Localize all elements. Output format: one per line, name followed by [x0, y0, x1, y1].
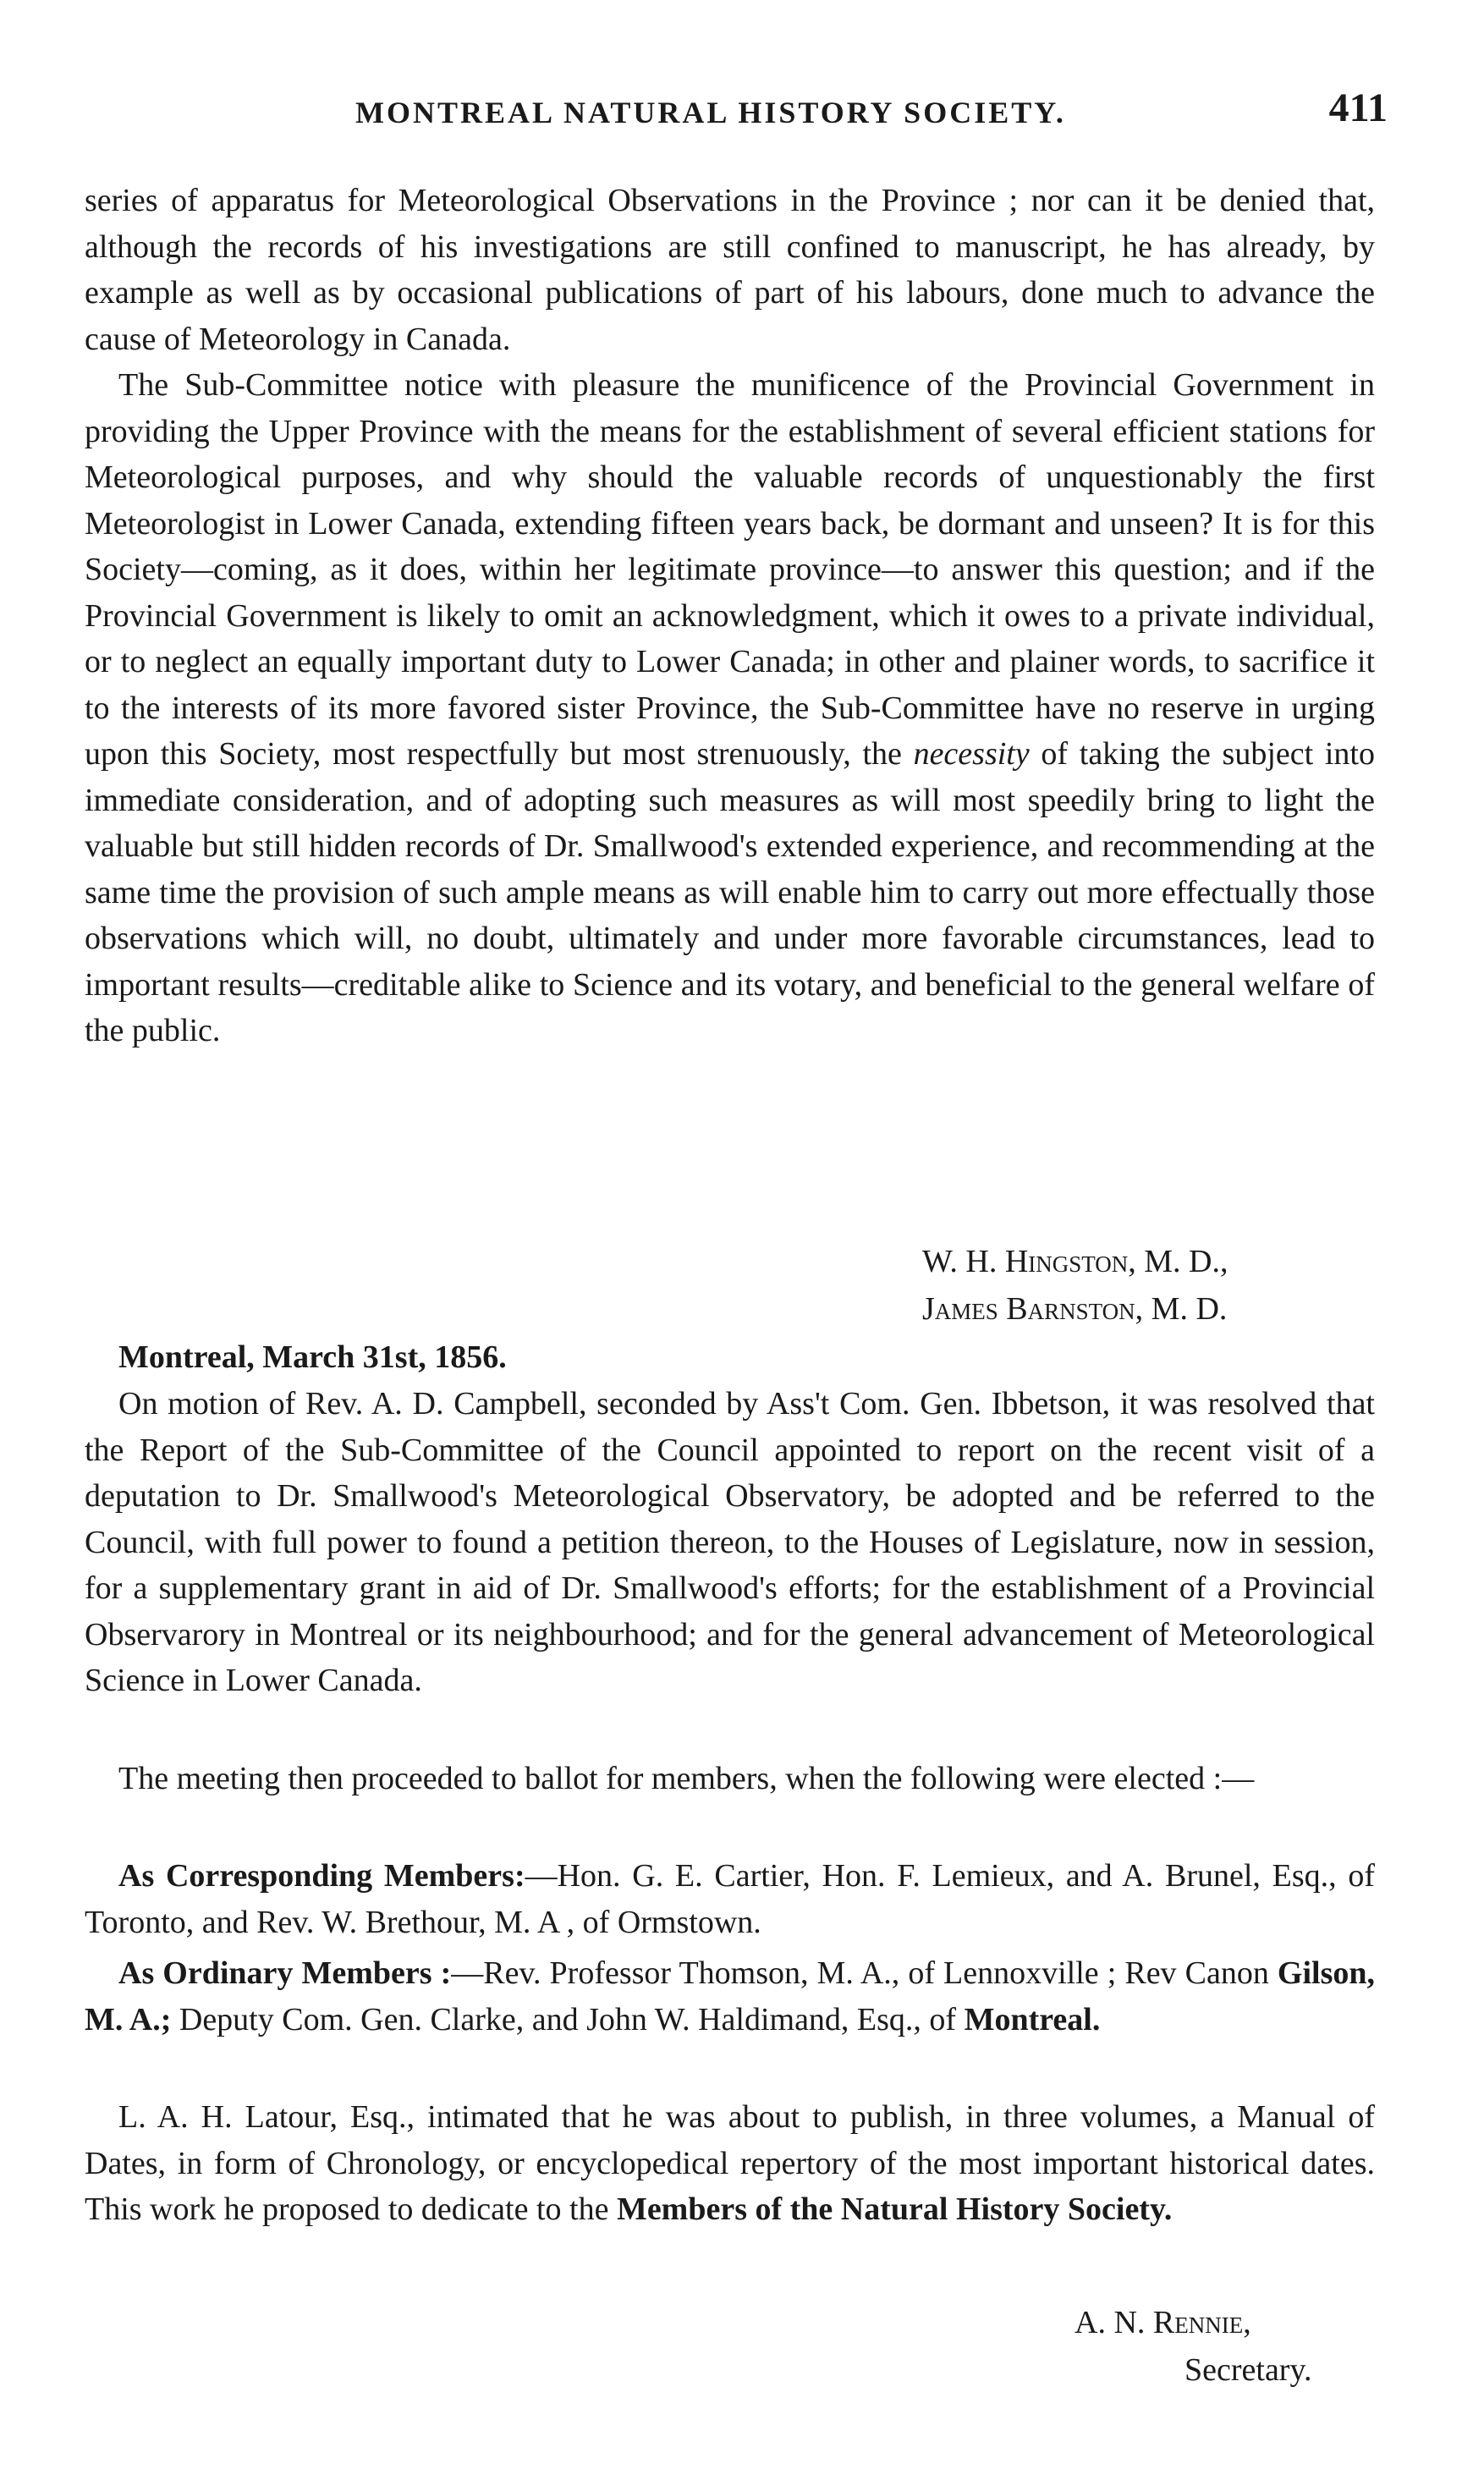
closing-signature-name-text: A. N. Rennie,: [1075, 2305, 1251, 2340]
paragraph-sub-committee-text-2: of taking the subject into immediate consideration, and of adopting such measures as will most speedily bring to light the valuable but still hidden records of Dr. Smallwood's extended experience, and recommending at the same time the provision of such ample means as will enable him to carry out more effectually those observations which will, no doubt, ultimately and under more favorable circumstances, lead to important results—creditable alike to Science and its votary, and beneficial to the general welfare of the public.: [85, 736, 1375, 1048]
ordinary-members-bold-2: Montreal.: [964, 2001, 1101, 2037]
ordinary-members-text-1: —Rev. Professor Thomson, M. A., of Lennoxville ; Rev Canon: [451, 1955, 1278, 1991]
running-head: MONTREAL NATURAL HISTORY SOCIETY.: [355, 96, 1066, 129]
paragraph-sub-committee: [85, 362, 1375, 1054]
signature-hingston-text: W. H. Hingston, M. D.,: [922, 1244, 1228, 1279]
dateline: Montreal, March 31st, 1856.: [118, 1339, 507, 1375]
ordinary-members-bold-1: Gilson, M. A.;: [85, 1955, 1375, 2037]
closing-signature-name: [1075, 2300, 1251, 2345]
corresponding-members-lead: As Corresponding Members:: [118, 1858, 525, 1894]
paragraph-ballot: The meeting then proceeded to ballot for members, when the following were elected :—: [118, 1761, 1255, 1796]
signature-barnston-text: James Barnston, M. D.: [922, 1291, 1228, 1327]
corresponding-members-text: —Hon. G. E. Cartier, Hon. F. Lemieux, and A. Brunel, Esq., of Toronto, and Rev. W. Brethour, M. A , of Ormstown.: [85, 1858, 1375, 1940]
signature-barnston: [922, 1286, 1227, 1332]
closing-signature-title: Secretary.: [1184, 2352, 1312, 2388]
latour-text: L. A. H. Latour, Esq., intimated that he was about to publish, in three volumes, a Manual of Dates, in form of Chronology, or encyclopedical repertory of the most important historical dates. This work he proposed to dedicate to the: [85, 2099, 1375, 2227]
page-number: 411: [1328, 85, 1388, 130]
page-header: [85, 85, 1388, 135]
paragraph-sub-committee-text-1: The Sub-Committee notice with pleasure the munificence of the Provincial Government in providing the Upper Province with the means for the establishment of several efficient stations for Meteorological purposes, and why should the valuable records of unquestionably the first Meteorologist in Lower Canada, extending fifteen years back, be dormant and unseen? It is for this Society—coming, as it does, within her legitimate province—to answer this question; and if the Provincial Government is likely to omit an acknowledgment, which it owes to a private individual, or to neglect an equally important duty to Lower Canada; in other and plainer words, to sacrifice it to the interests of its more favored sister Province, the Sub-Committee have no reserve in urging upon this Society, most respectfully but most strenuously, the: [85, 367, 1375, 772]
latour-bold: Members of the Natural History Society.: [616, 2191, 1173, 2227]
ordinary-members-lead: As Ordinary Members :: [118, 1955, 452, 1991]
paragraph-corresponding-members: [85, 1853, 1375, 1945]
paragraph-latour: [85, 2094, 1375, 2233]
paragraph-motion: On motion of Rev. A. D. Campbell, seconded by Ass't Com. Gen. Ibbetson, it was resolved that the Report of the Sub-Committee of the Council appointed to report on the recent visit of a deputation to Dr. Smallwood's Meteorological Observatory, be adopted and be referred to the Council, with full power to found a petition thereon, to the Houses of Legislature, now in session, for a supplementary grant in aid of Dr. Smallwood's efforts; for the establishment of a Provincial Observarory in Montreal or its neighbourhood; and for the general advancement of Meteorological Science in Lower Canada.: [85, 1386, 1375, 1698]
emphasis-necessity: necessity: [913, 736, 1030, 772]
ordinary-members-text-2: Deputy Com. Gen. Clarke, and John W. Haldimand, Esq., of: [171, 2001, 965, 2037]
paragraph-ordinary-members: [85, 1950, 1375, 2043]
paragraph-apparatus: series of apparatus for Meteorological Observations in the Province ; nor can it be denied that, although the records of his investigations are still confined to manuscript, he has already, by example as well as by occasional publications of part of his labours, done much to advance the cause of Meteorology in Canada.: [85, 183, 1375, 357]
signature-hingston: [922, 1239, 1228, 1284]
